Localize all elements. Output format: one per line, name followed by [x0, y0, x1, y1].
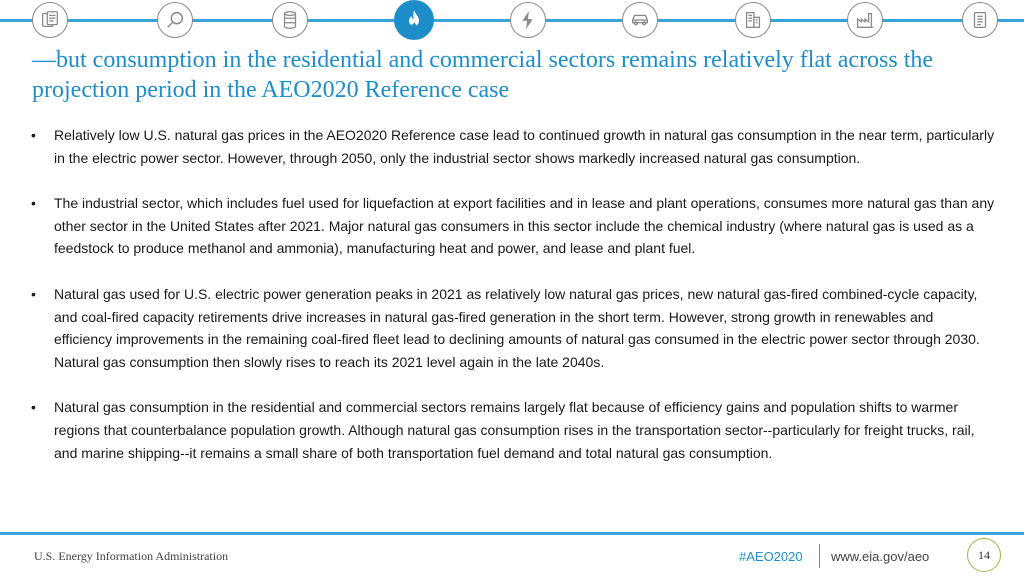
bullet-text: Relatively low U.S. natural gas prices in the AEO2020 Reference case lead to continued growth in natural gas consumption in the near term, particularly in the electric power sector. However, through 2050, only the industrial sector shows markedly increased natural gas consumption. [54, 127, 995, 166]
car-icon[interactable] [622, 2, 658, 38]
hashtag-link[interactable]: #AEO2020 [739, 549, 803, 564]
industrial-factory-icon[interactable] [847, 2, 883, 38]
agency-name: U.S. Energy Information Administration [34, 549, 229, 563]
report-pages-icon[interactable] [962, 2, 998, 38]
top-icon-navigation [0, 0, 1024, 44]
bullet-marker: • [31, 195, 36, 212]
page-number: 14 [967, 538, 1001, 572]
commercial-building-icon[interactable] [735, 2, 771, 38]
bullet-item [30, 396, 995, 464]
footer-rule [0, 532, 1024, 535]
bullet-marker: • [31, 399, 36, 416]
magnifier-icon[interactable] [157, 2, 193, 38]
natural-gas-flame-icon[interactable] [394, 0, 434, 40]
bullet-text: Natural gas used for U.S. electric power generation peaks in 2021 as relatively low natural gas prices, new natural gas-fired combined-cycle capacity, and coal-fired capacity retirements drive increases in natural gas-fired generation in the short term. However, strong growth in renewables and efficiency improvements in the remaining coal-fired fleet lead to declining amounts of natural gas consumed in the electric power sector through 2030. Natural gas consumption then slowly rises to reach its 2021 level again in the late 2040s. [54, 285, 980, 370]
slide-title: —but consumption in the residential and commercial sectors remains relatively flat across the projection period in the AEO2020 Reference case [32, 47, 934, 103]
bullet-list [30, 124, 995, 487]
bullet-marker: • [31, 127, 36, 143]
documents-icon[interactable] [32, 2, 68, 38]
bullet-item [30, 283, 995, 373]
bullet-item [30, 124, 995, 169]
bullet-marker: • [31, 285, 36, 302]
bullet-text: The industrial sector, which includes fuel used for liquefaction at export facilities and in lease and plant operations, consumes more natural gas than any other sector in the United States after 2021. Major natural gas consumers in this sector include the chemical industry (where natural gas is used as a feedstock to produce methanol and ammonia), manufacturing heat and power, and lease and plant fuel. [54, 195, 995, 257]
oil-barrel-icon[interactable] [272, 2, 308, 38]
bullet-item [30, 192, 995, 260]
electricity-icon[interactable] [510, 2, 546, 38]
bullet-text: Natural gas consumption in the residential and commercial sectors remains largely flat because of efficiency gains and population shifts to warmer regions that counterbalance population growth. Although natural gas consumption rises in the transportation sector--particularly for freight trucks, rail, and marine shipping--it remains a small share of both transportation fuel demand and total natural gas consumption. [54, 399, 975, 461]
footer-divider [819, 544, 820, 568]
website-link[interactable]: www.eia.gov/aeo [831, 549, 930, 564]
